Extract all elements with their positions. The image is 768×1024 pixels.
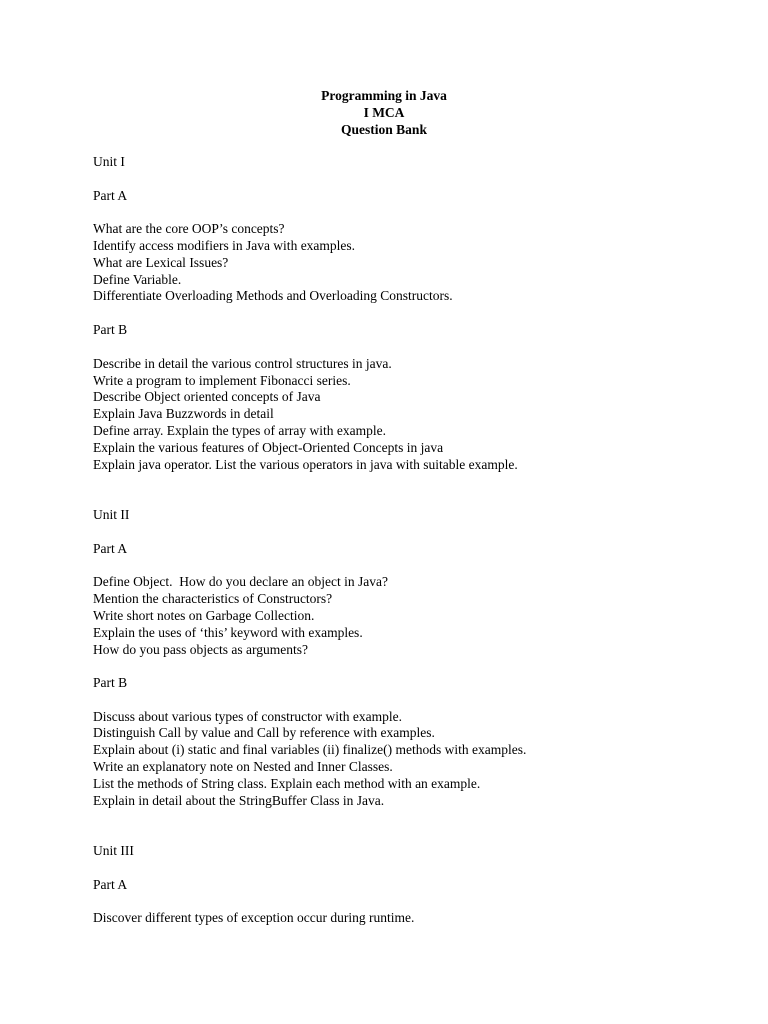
unit-heading: Unit I [93,154,125,169]
question-item: Explain the various features of Object-Oriented Concepts in java [93,440,444,455]
unit-heading: Unit III [93,843,134,858]
question-item: Write an explanatory note on Nested and Inner Classes. [93,759,393,774]
question-item: Write a program to implement Fibonacci series. [93,373,351,388]
question-item: Explain Java Buzzwords in detail [93,406,274,421]
document-course: I MCA [363,104,405,120]
question-item: Explain about (i) static and final variables (ii) finalize() methods with examples. [93,742,527,757]
question-item: Describe Object oriented concepts of Java [93,389,321,404]
part-heading: Part A [93,877,128,892]
question-item: Mention the characteristics of Constructors? [93,591,333,606]
document-subtitle: Question Bank [341,121,427,137]
question-item: Explain in detail about the StringBuffer Class in Java. [93,793,385,808]
part-heading: Part A [93,541,128,556]
document-title: Programming in Java [321,88,447,103]
question-item: Define Object. How do you declare an object in Java? [93,574,389,589]
question-item: Identify access modifiers in Java with examples. [93,238,356,253]
question-item: What are Lexical Issues? [93,255,229,270]
question-item: How do you pass objects as arguments? [93,642,308,657]
part-heading: Part A [93,188,128,203]
question-item: Discover different types of exception occur during runtime. [93,910,415,925]
question-item: What are the core OOP’s concepts? [93,221,285,236]
question-item: Distinguish Call by value and Call by reference with examples. [93,725,435,740]
part-heading: Part B [93,322,128,337]
question-item: Explain java operator. List the various operators in java with suitable example. [93,457,518,472]
question-item: Describe in detail the various control structures in java. [93,356,392,371]
unit-heading: Unit II [93,507,130,522]
question-item: Write short notes on Garbage Collection. [93,608,315,623]
question-item: List the methods of String class. Explain each method with an example. [93,776,481,791]
question-item: Differentiate Overloading Methods and Overloading Constructors. [93,288,453,303]
question-item: Define array. Explain the types of array with example. [93,423,387,438]
question-item: Explain the uses of ‘this’ keyword with examples. [93,625,363,640]
question-item: Define Variable. [93,272,182,287]
part-heading: Part B [93,675,128,690]
question-item: Discuss about various types of constructor with example. [93,709,402,724]
document-header [0,88,768,138]
